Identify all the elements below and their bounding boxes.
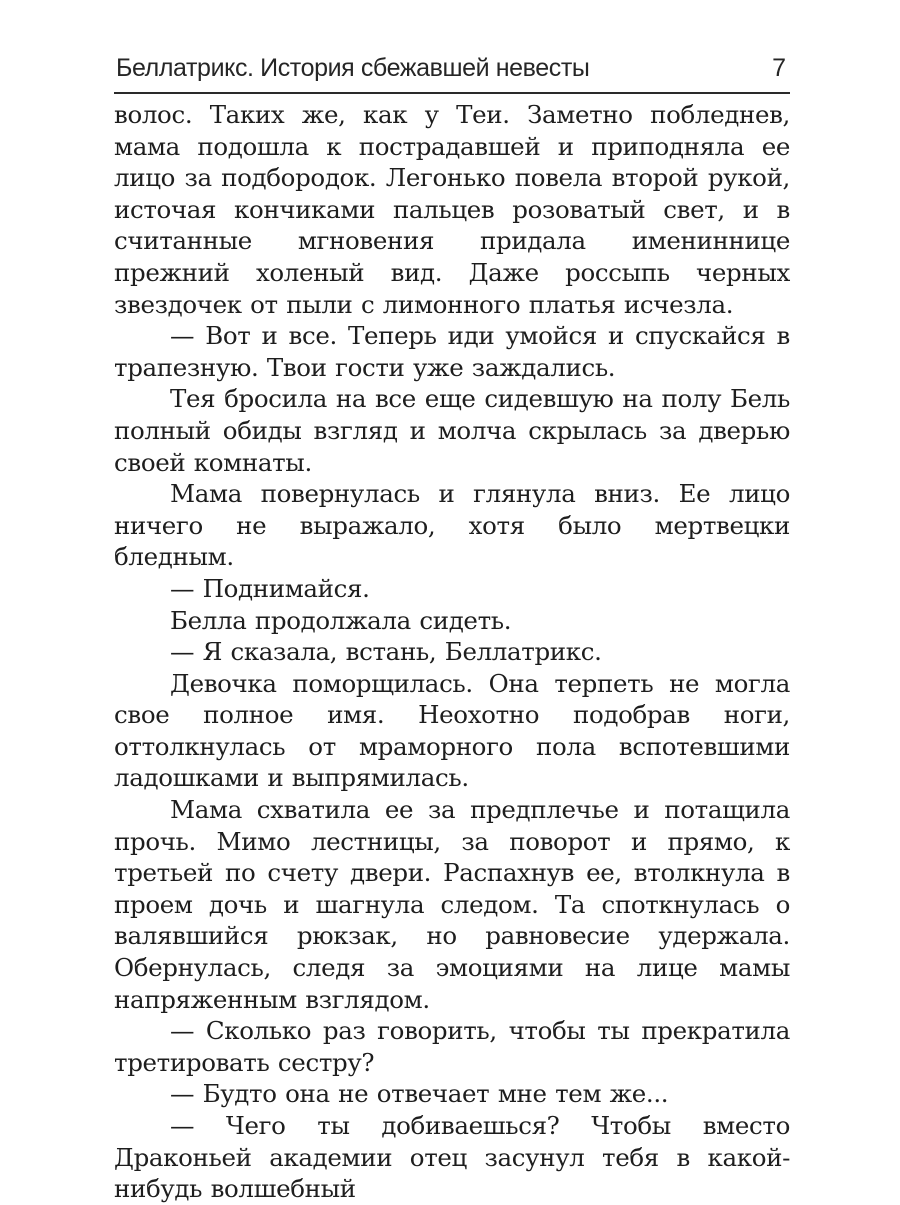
paragraph: — Вот и все. Теперь иди умойся и спускайся в трапезную. Твои гости уже заждались. — [114, 321, 790, 382]
paragraph: Мама схватила ее за предплечье и потащила прочь. Мимо лестницы, за поворот и прямо, к третьей по счету двери. Распахнув ее, втолкнула в проем дочь и шагнула следом. Та споткнулась о валявшийся рюкзак, но равновесие удержала. Обернулась, следя за эмоциями на лице мамы напряженным взглядом. — [114, 795, 790, 1014]
paragraph: — Чего ты добиваешься? Чтобы вместо Драконьей академии отец засунул тебя в какой-нибудь волшебный — [114, 1111, 790, 1204]
paragraph: — Будто она не отвечает мне тем же... — [170, 1079, 669, 1109]
paragraph: Тея бросила на все еще сидевшую на полу Бель полный обиды взгляд и молча скрылась за дверью своей комнаты. — [114, 384, 790, 477]
paragraph: — Поднимайся. — [170, 573, 370, 603]
paragraph: Девочка поморщилась. Она терпеть не могла свое полное имя. Неохотно подобрав ноги, оттолкнулась от мраморного пола вспотевшими ладошками и выпрямилась. — [114, 668, 790, 793]
paragraph: — Сколько раз говорить, чтобы ты прекратила третировать сестру? — [114, 1016, 790, 1077]
body-text — [114, 99, 790, 1205]
paragraph: Белла продолжала сидеть. — [170, 605, 512, 635]
paragraph: Мама повернулась и глянула вниз. Ее лицо ничего не выражало, хотя было мертвецки бледным. — [114, 479, 790, 572]
running-header — [114, 52, 790, 94]
paragraph: волос. Таких же, как у Теи. Заметно побледнев, мама подошла к пострадавшей и приподняла ее лицо за подбородок. Легонько повела второй рукой, источая кончиками пальцев розоватый свет, и в считанные мгновения придала имениннице прежний холеный вид. Даже россыпь черных звездочек от пыли с лимонного платья исчезла. — [114, 100, 790, 319]
running-title: Беллатрикс. История сбежавшей невесты — [116, 54, 590, 82]
paragraph: — Я сказала, встань, Беллатрикс. — [170, 637, 602, 667]
page-number: 7 — [772, 54, 786, 82]
